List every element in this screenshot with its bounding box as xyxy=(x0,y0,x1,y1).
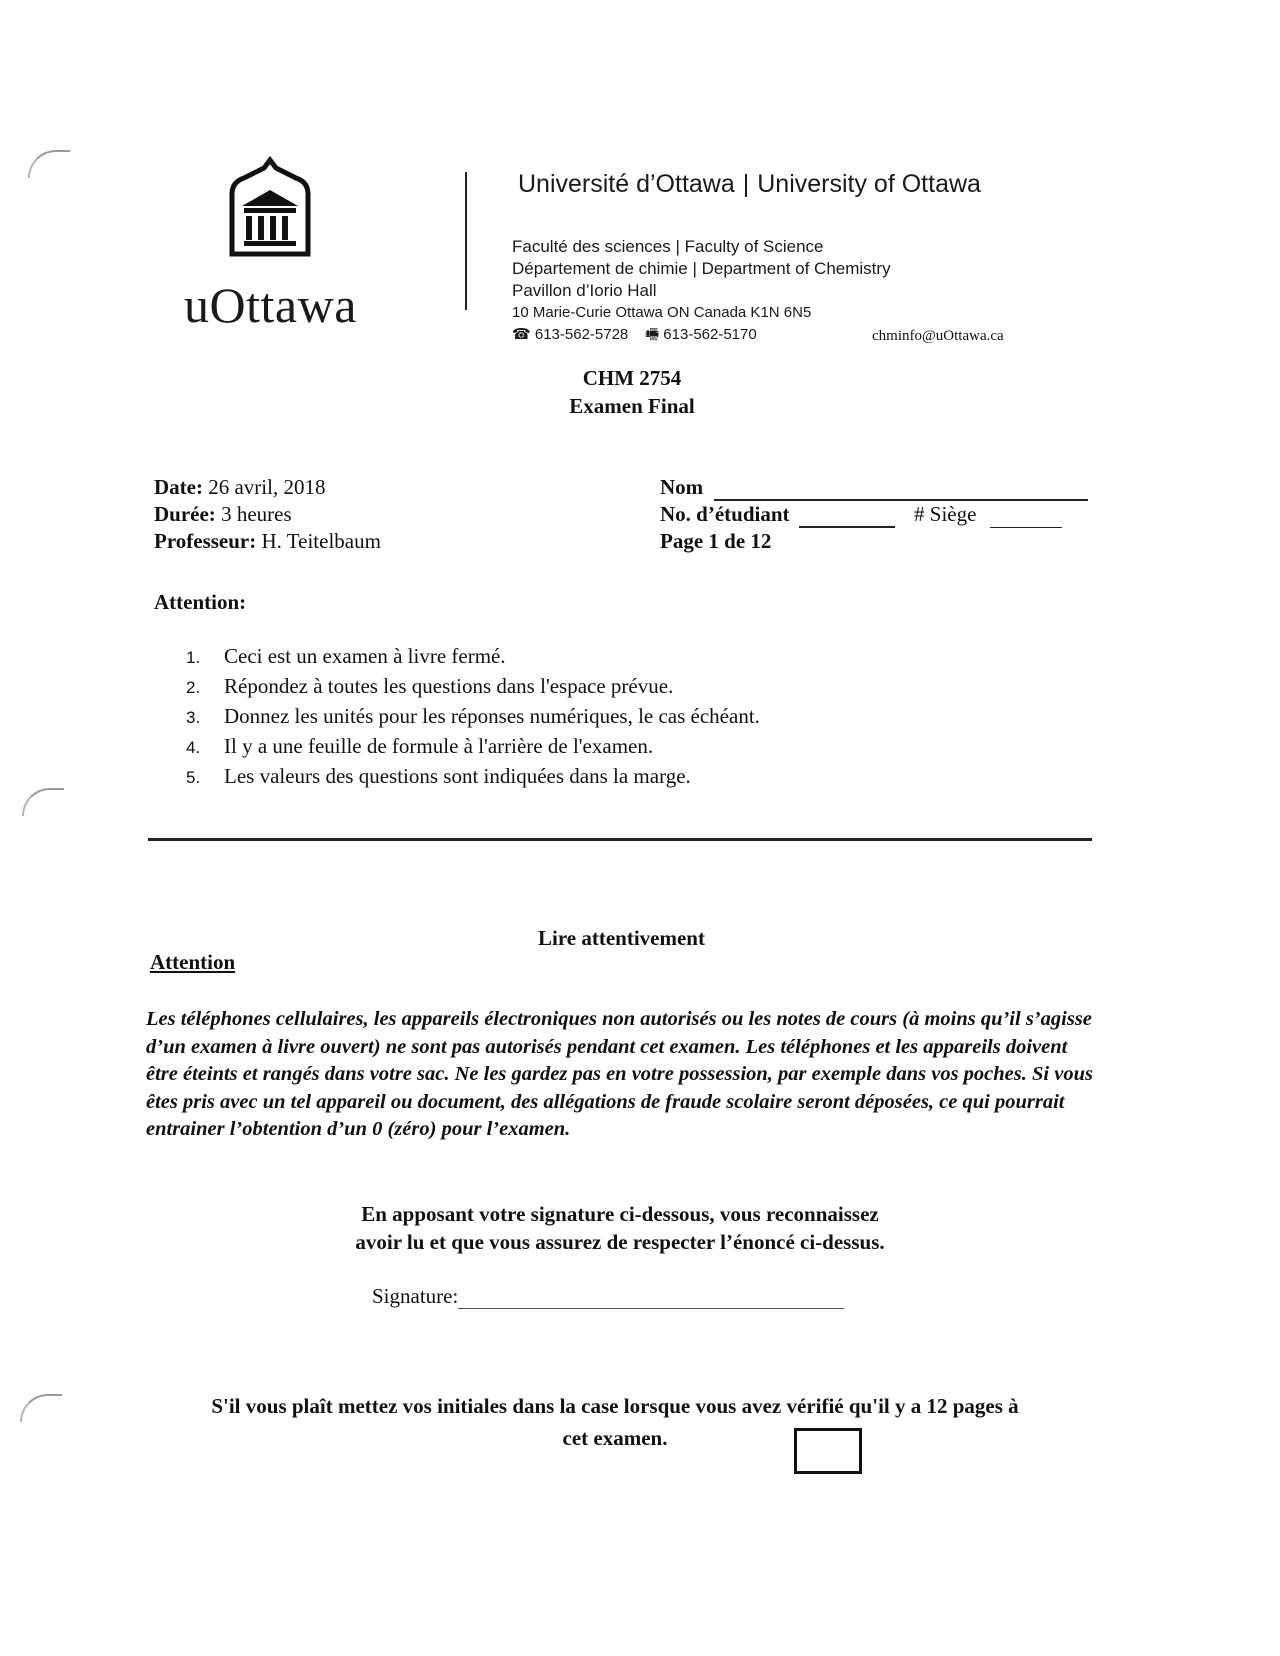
name-field xyxy=(660,474,1088,501)
course-title xyxy=(552,364,712,420)
list-item: 3. Donnez les unités pour les réponses numériques, le cas échéant. xyxy=(186,704,760,728)
fax-number: 613-562-5170 xyxy=(663,326,757,343)
exam-duration: Durée: 3 heures xyxy=(154,502,292,526)
contact-line xyxy=(512,324,891,346)
exam-rules-list xyxy=(186,642,760,792)
seat-blank[interactable] xyxy=(990,527,1062,528)
electronic-devices-warning: Les téléphones cellulaires, les appareils électroniques non autorisés ou les notes de cours (à moins qu’il s’agisse d’un examen à livre ouvert) ne sont pas autorisés pendant cet examen. Les téléphones et les appareils doivent être éteints et rangés dans votre sac. Ne les gardez pas en votre possession, par exemple dans vos poches. Si vous êtes pris avec un tel appareil ou document, des allégations de fraude scolaire seront déposées, ce qui pourrait entrainer l’obtention d’un 0 (zéro) pour l’examen. xyxy=(146,1008,1093,1140)
punch-hole-mark xyxy=(22,788,64,816)
exam-info xyxy=(154,474,381,555)
name-label: Nom xyxy=(660,475,704,499)
student-number-label: No. d’étudiant xyxy=(660,502,790,526)
initials-box[interactable] xyxy=(794,1428,862,1474)
phone-icon: ☎ xyxy=(512,326,531,343)
punch-hole-mark xyxy=(28,150,70,178)
university-name-fr: Université d’Ottawa xyxy=(518,170,735,198)
signature-statement: En apposant votre signature ci-dessous, vous reconnaissez avoir lu et que vous assurez de respecter l’énoncé ci-dessus. xyxy=(355,1202,885,1254)
street-line: 10 Marie-Curie Ottawa ON Canada K1N 6N5 xyxy=(512,304,812,321)
signature-field xyxy=(372,1284,844,1309)
student-number-blank[interactable] xyxy=(799,526,895,528)
university-building-icon xyxy=(180,150,380,270)
list-item: 4. Il y a une feuille de formule à l'arrière de l'examen. xyxy=(186,734,654,758)
list-item: 1. Ceci est un examen à livre fermé. xyxy=(186,644,506,668)
fax-icon: 🖷 xyxy=(644,326,660,343)
university-logo-wordmark: uOttawa xyxy=(184,277,357,333)
page-count-instruction: S'il vous plaît mettez vos initiales dans la case lorsque vous avez vérifié qu'il y a 12 pages à cet examen. xyxy=(211,1394,1019,1450)
seat-label: # Siège xyxy=(914,502,977,526)
attention-heading: Attention: xyxy=(154,590,247,614)
list-item: 5. Les valeurs des questions sont indiquées dans la marge. xyxy=(186,764,691,788)
contact-email: chminfo@uOttawa.ca xyxy=(872,328,1004,344)
university-logo xyxy=(180,150,380,275)
list-item: 2. Répondez à toutes les questions dans l'espace prévue. xyxy=(186,674,674,698)
read-carefully-heading: Lire attentivement xyxy=(538,926,705,950)
notice-heading: Attention xyxy=(150,950,236,974)
building-line: Pavillon d’Iorio Hall xyxy=(512,281,657,300)
exam-professor: Professeur: H. Teitelbaum xyxy=(154,529,381,553)
department-line: Département de chimie | Department of Chemistry xyxy=(512,259,891,278)
student-number-field xyxy=(660,501,1088,528)
punch-hole-mark xyxy=(20,1394,62,1422)
name-separator: | xyxy=(742,170,750,198)
university-name-en: University of Ottawa xyxy=(757,170,981,198)
faculty-line: Faculté des sciences | Faculty of Science xyxy=(512,237,824,256)
course-code: CHM 2754 xyxy=(582,366,682,390)
department-address xyxy=(512,236,891,346)
header-divider xyxy=(465,172,467,310)
exam-title: Examen Final xyxy=(569,394,695,418)
section-divider xyxy=(148,838,1092,841)
university-name xyxy=(518,170,981,199)
student-fields xyxy=(660,474,1088,555)
signature-line[interactable] xyxy=(458,1308,844,1309)
signature-label: Signature: xyxy=(372,1284,459,1308)
exam-date: Date: 26 avril, 2018 xyxy=(154,475,326,499)
phone-number: 613-562-5728 xyxy=(534,326,629,343)
page-indicator: Page 1 de 12 xyxy=(660,529,772,553)
